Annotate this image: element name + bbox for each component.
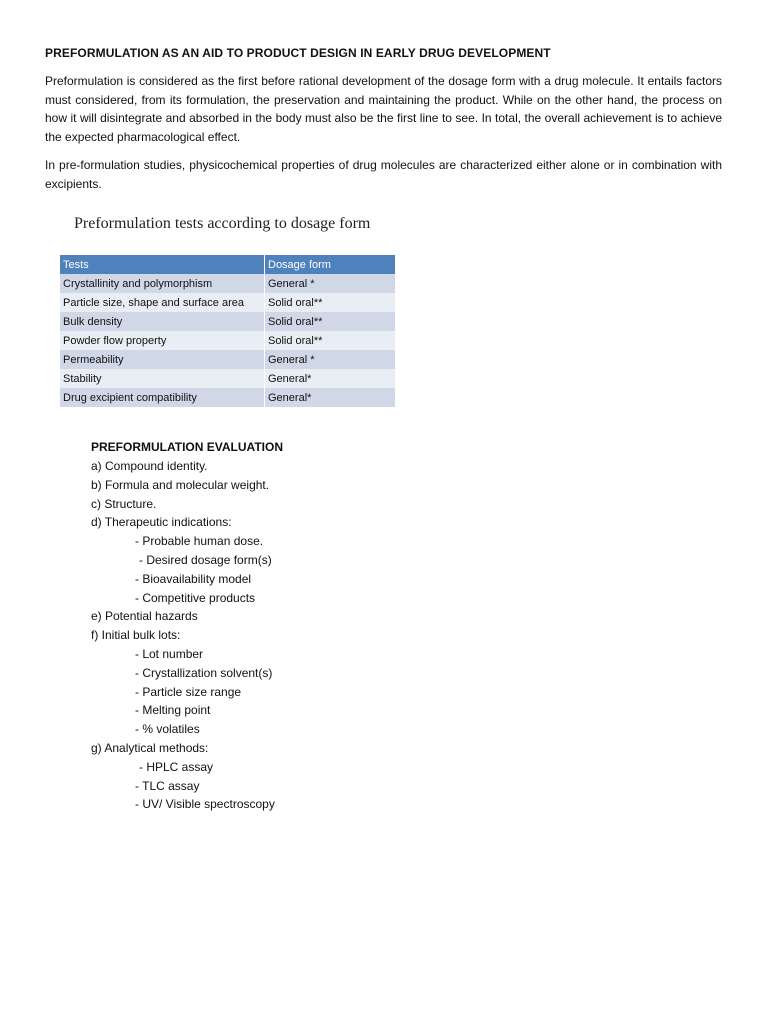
list-item: c) Structure. <box>91 496 157 511</box>
dosage-cell: General* <box>265 369 396 388</box>
list-subitem: - Lot number <box>135 646 204 661</box>
list-subitem: - Competitive products <box>135 590 256 605</box>
tests-table <box>60 255 396 407</box>
test-cell: Particle size, shape and surface area <box>60 293 265 312</box>
preformulation-table-figure <box>60 215 396 407</box>
table-row <box>60 312 396 331</box>
list-subitem: - Particle size range <box>135 684 242 699</box>
list-item: f) Initial bulk lots: <box>91 628 181 643</box>
list-subitem: - TLC assay <box>135 778 200 793</box>
dosage-cell: Solid oral** <box>265 293 396 312</box>
dosage-cell: Solid oral** <box>265 331 396 350</box>
list-item: e) Potential hazards <box>91 609 198 624</box>
document-page <box>45 46 722 203</box>
header-dosage-form: Dosage form <box>265 255 396 274</box>
dosage-cell: General * <box>265 350 396 369</box>
list-subitem: - Desired dosage form(s) <box>139 552 272 567</box>
test-cell: Drug excipient compatibility <box>60 388 265 407</box>
dosage-cell: Solid oral** <box>265 312 396 331</box>
table-row <box>60 331 396 350</box>
intro-paragraph: Preformulation is considered as the first before rational development of the dosage form with a drug molecule. It entails factors must considered, from its formulation, the preservation and maintaining the product. While on the other hand, the process on how it will disintegrate and absorbed in the body must also be the first line to see. In total, the overall achievement is to achieve the expected pharmacological effect. <box>45 74 722 144</box>
list-item: b) Formula and molecular weight. <box>91 477 270 492</box>
list-subitem: - Probable human dose. <box>135 534 264 549</box>
table-row <box>60 350 396 369</box>
list-subitem: - Melting point <box>135 703 211 718</box>
figure-caption: Preformulation tests according to dosage form <box>74 215 371 232</box>
table-row <box>60 274 396 293</box>
list-subitem: - % volatiles <box>135 722 200 737</box>
dosage-cell: General * <box>265 274 396 293</box>
test-cell: Permeability <box>60 350 265 369</box>
test-cell: Stability <box>60 369 265 388</box>
table-row <box>60 369 396 388</box>
header-tests: Tests <box>60 255 265 274</box>
table-row <box>60 293 396 312</box>
test-cell: Bulk density <box>60 312 265 331</box>
list-subitem: - Bioavailability model <box>135 571 252 586</box>
list-item: d) Therapeutic indications: <box>91 515 232 530</box>
list-subitem: - Crystallization solvent(s) <box>135 665 273 680</box>
table-header-row <box>60 255 396 274</box>
document-title: PREFORMULATION AS AN AID TO PRODUCT DESIGN IN EARLY DRUG DEVELOPMENT <box>45 46 551 60</box>
dosage-cell: General* <box>265 388 396 407</box>
studies-paragraph: In pre-formulation studies, physicochemical properties of drug molecules are characterized either alone or in combination with excipients. <box>45 158 722 191</box>
test-cell: Crystallinity and polymorphism <box>60 274 265 293</box>
evaluation-title: PREFORMULATION EVALUATION <box>91 440 283 454</box>
evaluation-section <box>91 438 283 814</box>
list-item: a) Compound identity. <box>91 459 208 473</box>
test-cell: Powder flow property <box>60 331 265 350</box>
table-row <box>60 388 396 407</box>
list-subitem: - HPLC assay <box>139 759 214 774</box>
list-item: g) Analytical methods: <box>91 740 209 755</box>
list-subitem: - UV/ Visible spectroscopy <box>135 797 275 812</box>
